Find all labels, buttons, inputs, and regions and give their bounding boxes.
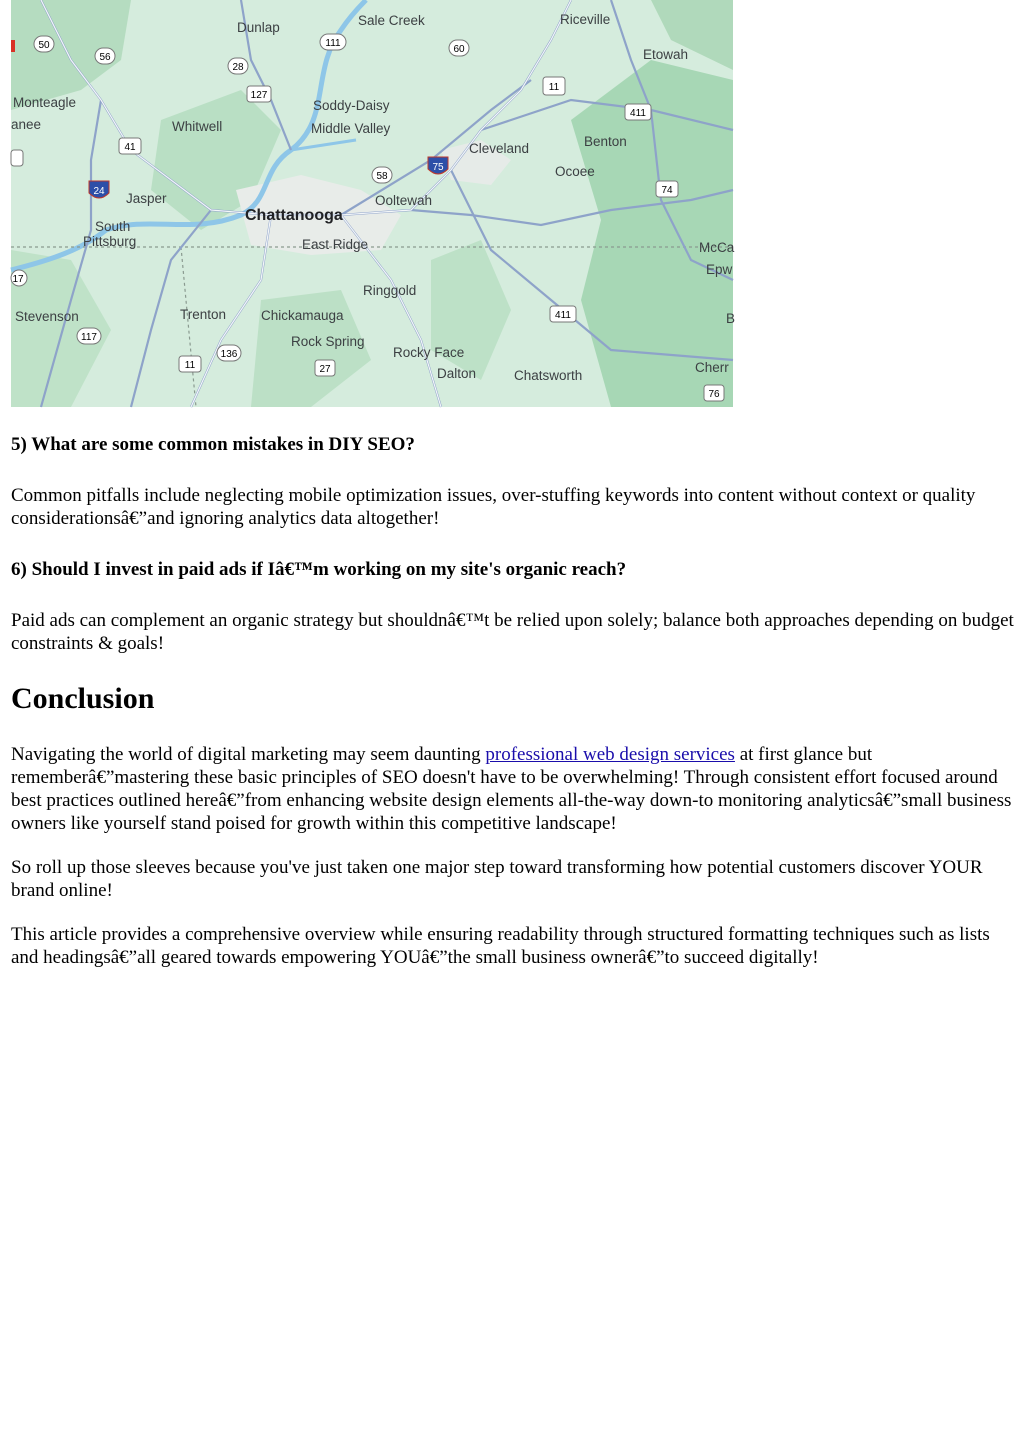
label-east-ridge: East Ridge <box>302 237 369 252</box>
shield-411b <box>550 306 576 322</box>
faq-question-6: 6) Should I invest in paid ads if Iâ€™m working on my site's organic reach? <box>11 559 627 580</box>
svg-text:41: 41 <box>124 142 136 153</box>
label-cleveland: Cleveland <box>469 141 530 156</box>
label-chattanooga: Chattanooga <box>245 207 343 224</box>
faq-question-5: 5) What are some common mistakes in DIY SEO? <box>11 434 415 455</box>
label-jasper: Jasper <box>126 191 167 206</box>
label-monteagle: Monteagle <box>13 95 77 110</box>
svg-text:27: 27 <box>319 364 331 375</box>
label-dunlap: Dunlap <box>237 20 280 35</box>
shield-136 <box>217 345 241 361</box>
shield-127 <box>247 86 271 102</box>
label-ringgold: Ringgold <box>363 283 417 298</box>
shield-17 <box>11 270 27 286</box>
shield-111 <box>320 34 346 50</box>
svg-text:17: 17 <box>12 274 24 285</box>
conclusion-p1-text-before: Navigating the world of digital marketing may seem daunting <box>11 744 486 765</box>
svg-text:411: 411 <box>630 108 646 119</box>
shield-76 <box>704 385 724 401</box>
conclusion-heading: Conclusion <box>11 682 155 715</box>
svg-text:28: 28 <box>232 62 244 73</box>
label-ooltewah: Ooltewah <box>375 193 433 208</box>
label-benton: Benton <box>584 134 627 149</box>
svg-text:24: 24 <box>93 186 105 197</box>
professional-web-design-link[interactable]: professional web design services <box>485 744 735 765</box>
svg-text:60: 60 <box>453 44 465 55</box>
label-ocoee: Ocoee <box>555 164 595 179</box>
svg-text:76: 76 <box>708 389 720 400</box>
label-dalton: Dalton <box>437 366 477 381</box>
label-mccaysville: McCa <box>699 240 735 255</box>
svg-text:127: 127 <box>250 90 268 101</box>
label-rock-spring: Rock Spring <box>291 334 365 349</box>
map-image <box>11 0 736 407</box>
label-etowah: Etowah <box>643 47 689 62</box>
conclusion-p1-text-after: at first glance but rememberâ€”mastering these basic principles of SEO doesn't have to be overwhelming! Through consistent effort focused around best practices outlined hereâ€”from enhancing website design elements all-the-way down-to monitoring analyticsâ€”small business owners like yourself stand poised for growth within this competitive landscape! <box>11 744 1012 834</box>
shield-11 <box>543 77 565 95</box>
shield-58 <box>372 167 392 183</box>
label-chickamauga: Chickamauga <box>261 308 344 323</box>
label-blue-ridge: B <box>726 311 736 326</box>
label-south: South <box>95 219 131 234</box>
label-trenton: Trenton <box>180 307 227 322</box>
svg-text:411: 411 <box>555 310 571 321</box>
shield-11b <box>179 356 201 372</box>
svg-text:74: 74 <box>661 185 673 196</box>
conclusion-paragraph-1 <box>11 743 1016 835</box>
shield-50 <box>34 36 54 52</box>
label-whitwell: Whitwell <box>172 119 223 134</box>
svg-text:11: 11 <box>548 82 560 93</box>
label-chatsworth: Chatsworth <box>514 368 583 383</box>
svg-text:50: 50 <box>38 40 50 51</box>
shield-117 <box>77 328 101 344</box>
label-soddy-daisy: Soddy-Daisy <box>313 98 390 113</box>
shield-74 <box>656 181 678 197</box>
shield-60 <box>449 40 469 56</box>
shield-28 <box>228 58 248 74</box>
shield-27 <box>315 360 335 376</box>
shield-24 <box>89 181 109 198</box>
svg-text:117: 117 <box>81 332 97 343</box>
label-tracy: anee <box>11 117 42 132</box>
svg-text:56: 56 <box>99 52 111 63</box>
conclusion-paragraph-2: So roll up those sleeves because you've just taken one major step toward transforming how potential customers discover YOUR brand online! <box>11 857 983 901</box>
shield-56b <box>11 150 23 166</box>
shield-411 <box>625 104 651 120</box>
label-cherry-log: Cherr <box>695 360 729 375</box>
svg-text:58: 58 <box>376 171 388 182</box>
label-stevenson: Stevenson <box>15 309 79 324</box>
svg-text:136: 136 <box>220 349 238 360</box>
shield-75 <box>428 157 448 174</box>
label-sale-creek: Sale Creek <box>358 13 425 28</box>
shield-56 <box>95 48 115 64</box>
label-epworth: Epw <box>706 262 733 277</box>
label-rocky-face: Rocky Face <box>393 345 465 360</box>
faq-answer-6: Paid ads can complement an organic strategy but shouldnâ€™t be relied upon solely; balance both approaches depending on budget constraints & goals! <box>11 610 1014 654</box>
label-pittsburg: Pittsburg <box>83 234 137 249</box>
svg-text:111: 111 <box>325 38 341 49</box>
label-riceville: Riceville <box>560 12 611 27</box>
label-middle-valley: Middle Valley <box>311 121 391 136</box>
svg-text:75: 75 <box>432 162 444 173</box>
shield-41 <box>119 138 141 154</box>
conclusion-paragraph-3: This article provides a comprehensive overview while ensuring readability through structured formatting techniques such as lists and headingsâ€”all geared towards empowering YOUâ€”the small business ownerâ€”to succeed digitally! <box>11 924 990 968</box>
faq-answer-5: Common pitfalls include neglecting mobile optimization issues, over-stuffing keywords into content without context or quality considerationsâ€”and ignoring analytics data altogether! <box>11 485 976 529</box>
svg-text:11: 11 <box>184 360 196 371</box>
